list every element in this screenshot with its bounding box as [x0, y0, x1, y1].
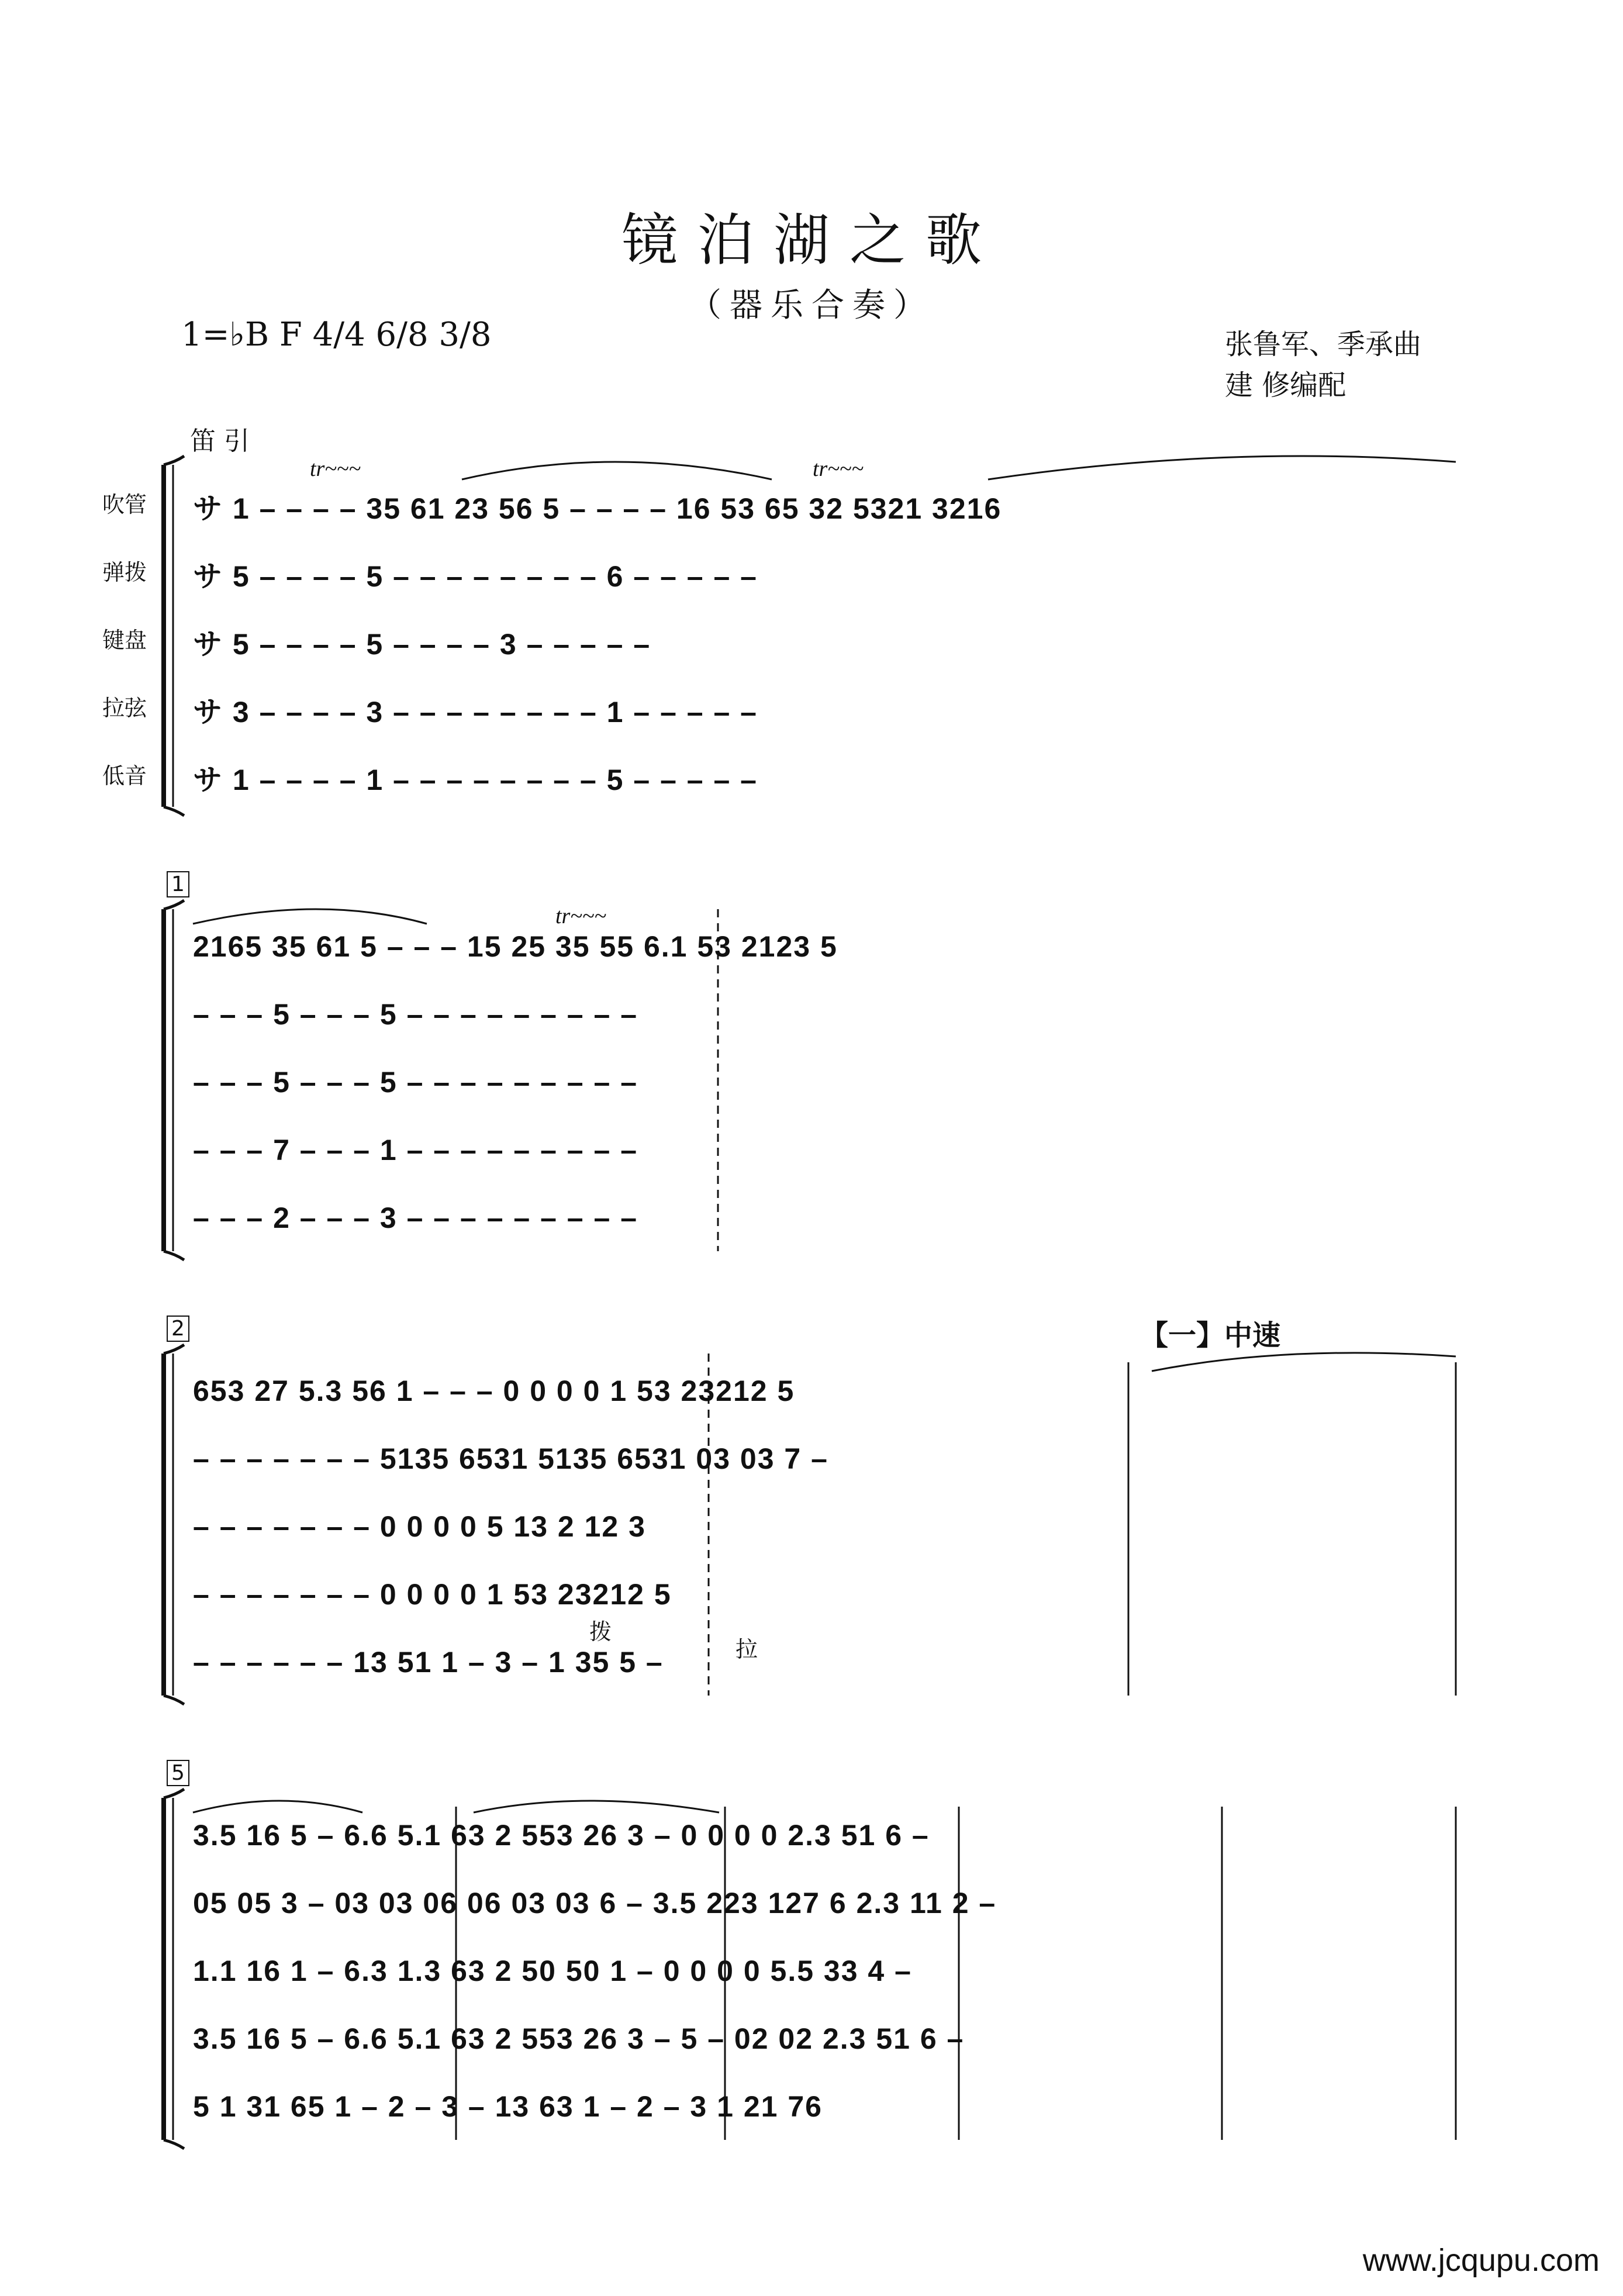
system-number-box: 1	[167, 871, 189, 897]
system-number-box: 2	[167, 1316, 189, 1342]
score-row-keyboard: サ 5 – – – – 5 – – – – 3 – – – – –	[193, 628, 651, 661]
key-signature: 1=♭B F 4/4 6/8 3/8	[181, 316, 492, 354]
score-row-bass: – – – – – – 13 51 1 – 3 – 1 35 5 –	[193, 1646, 664, 1679]
score-row-keyboard: – – – 5 – – – 5 – – – – – – – – –	[193, 1066, 638, 1099]
phrase-slur	[1152, 1353, 1456, 1371]
score-row-plucked: サ 5 – – – – 5 – – – – – – – – 6 – – – – –	[193, 560, 758, 593]
arranger-credit: 建 修编配	[1225, 369, 1346, 402]
score-row-wind: サ 1 – – – – 35 61 23 56 5 – – – – 16 53 65 32 5321 3216	[193, 492, 1002, 525]
technique-label-bow: 拉	[735, 1636, 758, 1662]
score-row-plucked: 05 05 3 – 03 03 06 06 03 03 6 – 3.5 223 127 6 2.3 11 2 –	[193, 1887, 997, 1919]
instrument-label-plucked: 弹拨	[102, 560, 147, 585]
instrument-label-keyboard: 键盘	[102, 627, 147, 653]
intro-label: 笛 引	[190, 426, 250, 456]
trill-mark: tr~~~	[813, 457, 864, 481]
composer-credit: 张鲁军、季承曲	[1225, 328, 1422, 361]
trill-mark: tr~~~	[555, 904, 607, 928]
instrument-label-wind: 吹管	[102, 492, 147, 517]
phrase-slur	[193, 1801, 362, 1812]
section-label: 【一】中速	[1140, 1319, 1281, 1352]
score-row-keyboard: – – – – – – – 0 0 0 0 5 13 2 12 3	[193, 1510, 646, 1543]
score-row-wind: 2165 35 61 5 – – – 15 25 35 55 6.1 53 2123 5	[193, 930, 838, 963]
score-row-plucked: – – – – – – – 5135 6531 5135 6531 03 03 7 –	[193, 1442, 828, 1475]
score-row-wind: 653 27 5.3 56 1 – – – 0 0 0 0 1 53 23212 5	[193, 1375, 795, 1407]
score-row-plucked: – – – 5 – – – 5 – – – – – – – – –	[193, 998, 638, 1031]
instrument-label-bass: 低音	[102, 763, 147, 789]
score-row-bowed: – – – – – – – 0 0 0 0 1 53 23212 5	[193, 1578, 672, 1611]
score-row-bass: – – – 2 – – – 3 – – – – – – – – –	[193, 1201, 638, 1234]
technique-label-pluck: 拨	[589, 1619, 612, 1645]
score-title: 镜泊湖之歌	[621, 208, 1002, 273]
score-row-keyboard: 1.1 16 1 – 6.3 1.3 63 2 50 50 1 – 0 0 0 0 5.5 33 4 –	[193, 1955, 912, 1987]
phrase-slur	[988, 456, 1456, 479]
score-subtitle: （器乐合奏）	[689, 286, 934, 324]
trill-mark: tr~~~	[310, 457, 361, 481]
phrase-slur	[474, 1801, 719, 1812]
score-row-bowed: 3.5 16 5 – 6.6 5.1 63 2 553 26 3 – 5 – 02 02 2.3 51 6 –	[193, 2022, 965, 2055]
phrase-slur	[462, 462, 772, 479]
score-row-wind: 3.5 16 5 – 6.6 5.1 63 2 553 26 3 – 0 0 0 0 2.3 51 6 –	[193, 1819, 930, 1852]
score-row-bass: 5 1 31 65 1 – 2 – 3 – 13 63 1 – 2 – 3 1 21 76	[193, 2090, 823, 2123]
system-number-box: 5	[167, 1760, 189, 1786]
phrase-slur	[193, 909, 427, 924]
watermark-url: www.jcqupu.com	[1362, 2243, 1600, 2278]
score-row-bass: サ 1 – – – – 1 – – – – – – – – 5 – – – – –	[193, 764, 758, 796]
score-row-bowed: サ 3 – – – – 3 – – – – – – – – 1 – – – – –	[193, 696, 758, 728]
score-row-bowed: – – – 7 – – – 1 – – – – – – – – –	[193, 1134, 638, 1166]
instrument-label-bowed: 拉弦	[102, 695, 147, 721]
